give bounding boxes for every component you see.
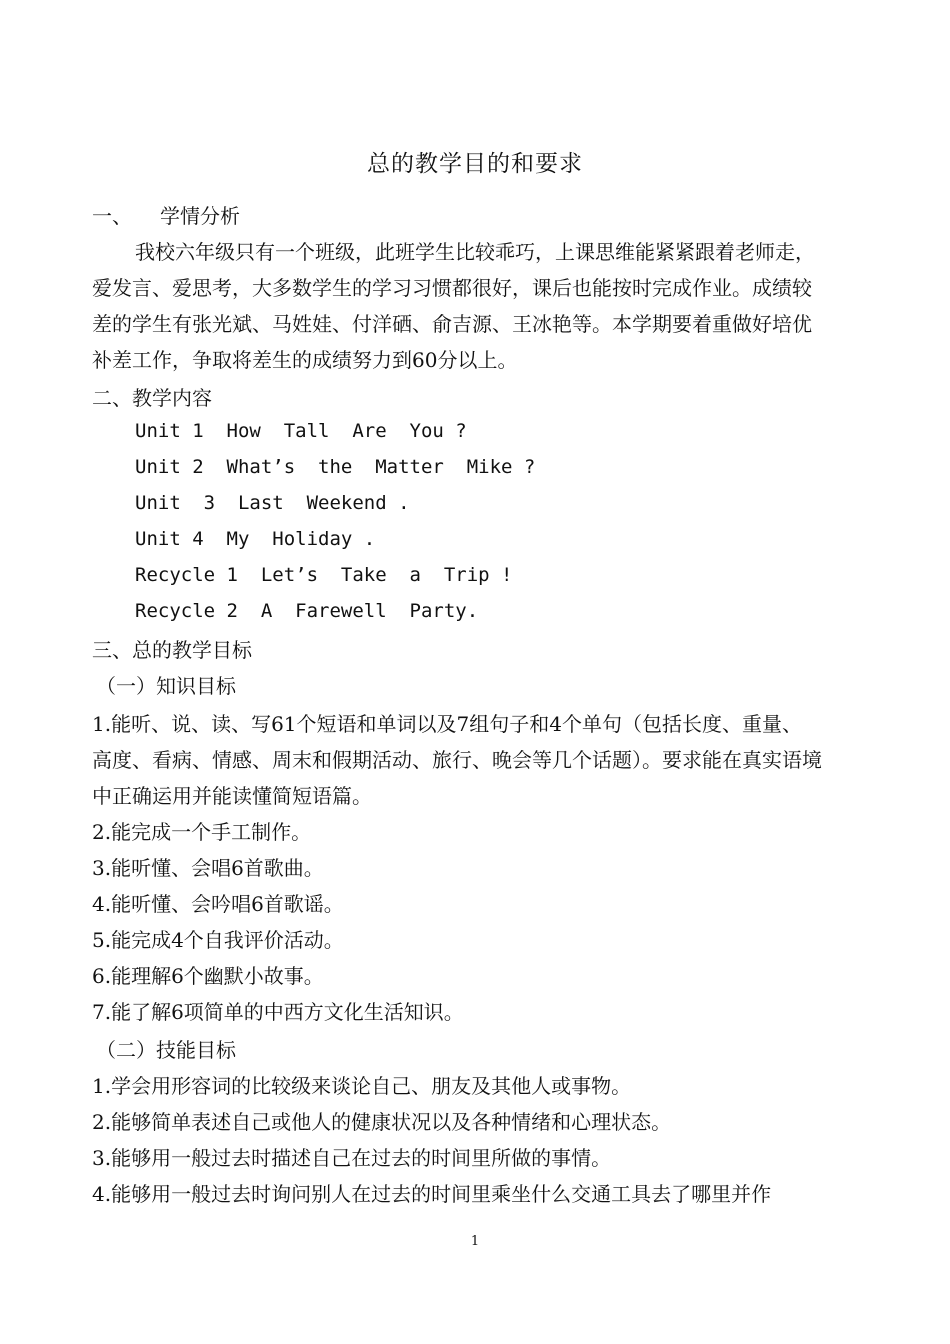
- knowledge-item: 4.能听懂、会吟唱6首歌谣。: [92, 892, 344, 916]
- knowledge-item: 中正确运用并能读懂简短语篇。: [92, 784, 372, 808]
- knowledge-item: 6.能理解6个幽默小故事。: [92, 964, 324, 988]
- section-2-heading: 二、教学内容: [92, 386, 212, 410]
- skills-item: 4.能够用一般过去时询问别人在过去的时间里乘坐什么交通工具去了哪里并作: [92, 1182, 772, 1206]
- section-1-number: 一、: [92, 204, 132, 228]
- skills-item: 3.能够用一般过去时描述自己在过去的时间里所做的事情。: [92, 1146, 612, 1170]
- section-3-heading: 三、总的教学目标: [92, 638, 252, 662]
- page-title: 总的教学目的和要求: [367, 151, 583, 177]
- skills-item: 1.学会用形容词的比较级来谈论自己、朋友及其他人或事物。: [92, 1074, 632, 1098]
- knowledge-item: 5.能完成4个自我评价活动。: [92, 928, 344, 952]
- unit-item: Unit 4 My Holiday .: [135, 528, 376, 550]
- paragraph-line: 差的学生有张光斌、马姓娃、付洋硒、俞吉源、王冰艳等。本学期要着重做好培优: [92, 312, 812, 336]
- unit-item: Unit 1 How Tall Are You ?: [135, 420, 467, 442]
- page-number: 1: [470, 1234, 480, 1249]
- unit-item: Recycle 2 A Farewell Party.: [135, 600, 479, 622]
- knowledge-item: 7.能了解6项简单的中西方文化生活知识。: [92, 1000, 464, 1024]
- knowledge-heading: （一）知识目标: [96, 674, 236, 698]
- section-1-title: 学情分析: [160, 204, 240, 228]
- skills-item: 2.能够简单表述自己或他人的健康状况以及各种情绪和心理状态。: [92, 1110, 672, 1134]
- unit-item: Unit 2 What’s the Matter Mike ?: [135, 456, 536, 478]
- knowledge-item: 1.能听、说、读、写61个短语和单词以及7组句子和4个单句（包括长度、重量、: [92, 712, 802, 736]
- paragraph-line: 补差工作，争取将差生的成绩努力到60分以上。: [92, 348, 518, 372]
- unit-item: Recycle 1 Let’s Take a Trip !: [135, 564, 513, 586]
- skills-heading: （二）技能目标: [96, 1038, 236, 1062]
- knowledge-item: 2.能完成一个手工制作。: [92, 820, 312, 844]
- section-1-heading: [92, 200, 240, 229]
- unit-item: Unit 3 Last Weekend .: [135, 492, 410, 514]
- knowledge-item: 高度、看病、情感、周末和假期活动、旅行、晚会等几个话题）。要求能在真实语境: [92, 748, 822, 772]
- paragraph-line: 我校六年级只有一个班级，此班学生比较乖巧，上课思维能紧紧跟着老师走，: [135, 240, 815, 264]
- knowledge-item: 3.能听懂、会唱6首歌曲。: [92, 856, 324, 880]
- paragraph-line: 爱发言、爱思考，大多数学生的学习习惯都很好，课后也能按时完成作业。成绩较: [92, 276, 812, 300]
